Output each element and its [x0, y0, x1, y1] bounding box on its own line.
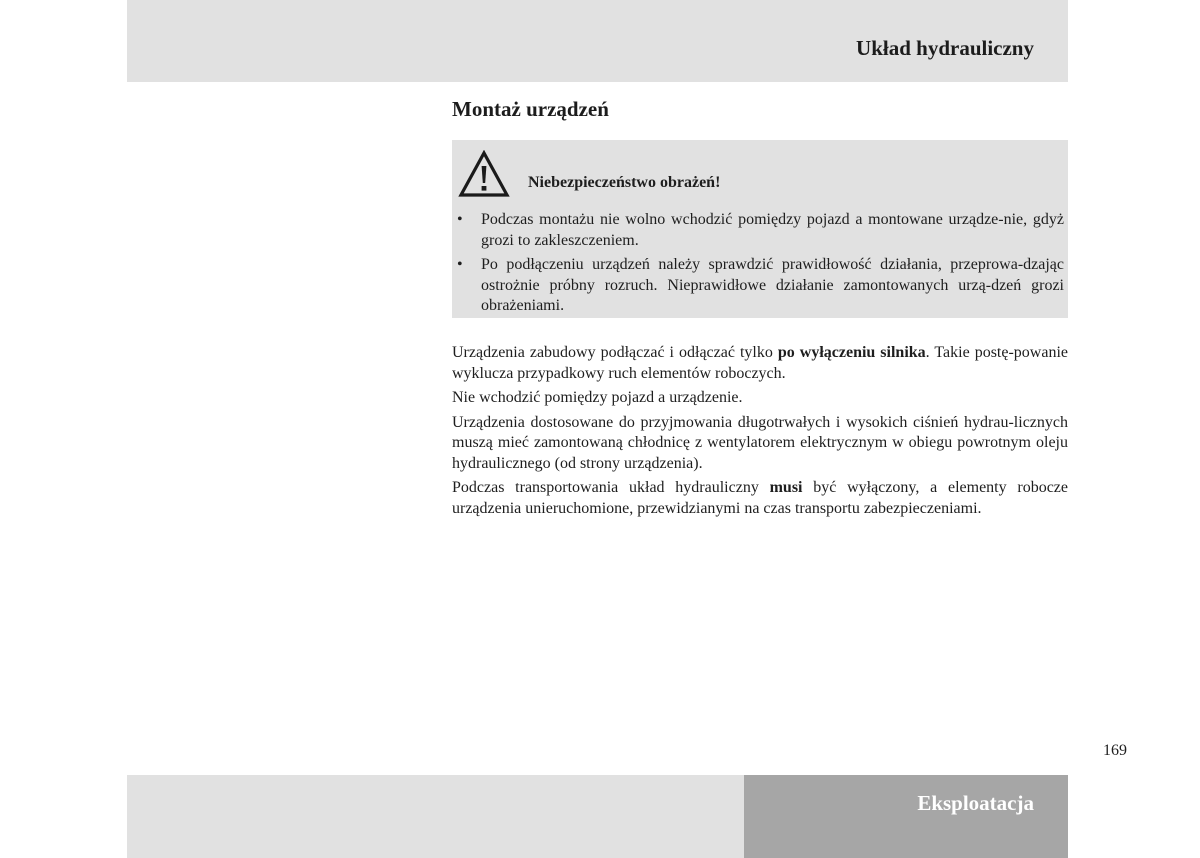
bullet: • [457, 256, 463, 273]
bullet: • [457, 211, 463, 228]
paragraph-text: . Takie postę-powanie wyklucza przypadkowy ruch elementów roboczych. [452, 344, 1068, 382]
paragraph-transport [452, 478, 1068, 519]
footer-section-tab [744, 775, 1068, 858]
emphasis-text: po wyłączeniu silnika [777, 344, 926, 361]
paragraph-cooler: Urządzenia dostosowane do przyjmowania długotrwałych i wysokich ciśnień hydrau-licznych muszą mieć zamontowaną chłodnicę z wentylatorem elektrycznym w obiegu powrotnym oleju hydraulicznego (od strony urządzenia). [452, 413, 1068, 472]
body-text [452, 343, 1068, 523]
chapter-title: Układ hydrauliczny [856, 36, 1034, 60]
paragraph-text: Podczas transportowania układ hydrauliczny [452, 479, 770, 496]
footer-section-title: Eksploatacja [917, 791, 1034, 815]
paragraph-text: być wyłączony, a elementy robocze urządzenia unieruchomione, przewidzianymi na czas transportu zabezpieczeniami. [452, 479, 1069, 517]
warning-box [452, 140, 1068, 318]
warning-item [452, 255, 1064, 317]
page-number: 169 [1103, 742, 1127, 759]
warning-item-text: Po podłączeniu urządzeń należy sprawdzić prawidłowość działania, przeprowa-dzając ostrożnie próbny rozruch. Nieprawidłowe działanie zamontowanych urzą-dzeń grozi obrażeniami. [481, 256, 1064, 314]
warning-item [452, 210, 1064, 251]
paragraph-engine-off [452, 343, 1068, 384]
warning-triangle-icon [458, 150, 510, 198]
paragraph-no-entry: Nie wchodzić pomiędzy pojazd a urządzenie. [452, 389, 743, 406]
paragraph-text: Urządzenia zabudowy podłączać i odłączać tylko [452, 344, 778, 361]
warning-list [452, 210, 1064, 321]
header-band [127, 0, 1068, 82]
warning-item-text: Podczas montażu nie wolno wchodzić pomiędzy pojazd a montowane urządze-nie, gdyż grozi to zakleszczeniem. [481, 211, 1064, 249]
section-title: Montaż urządzeń [452, 97, 609, 121]
footer-band [127, 775, 744, 858]
emphasis-text: musi [769, 479, 803, 496]
warning-title: Niebezpieczeństwo obrażeń! [528, 174, 721, 191]
